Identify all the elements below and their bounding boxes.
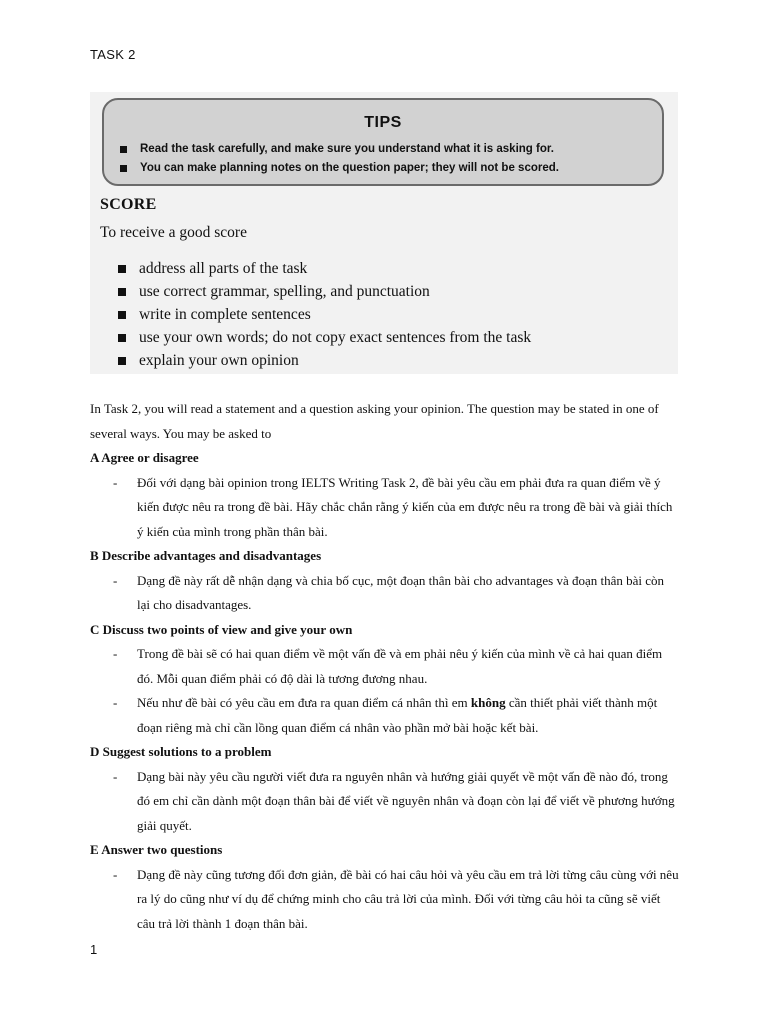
score-title: SCORE bbox=[100, 196, 157, 213]
score-item-text: write in complete sentences bbox=[139, 306, 311, 323]
score-item bbox=[118, 303, 531, 326]
page-header: TASK 2 bbox=[90, 47, 136, 62]
dash-icon: - bbox=[113, 768, 118, 784]
tips-item-text: Read the task carefully, and make sure you understand what it is asking for. bbox=[140, 143, 554, 155]
score-item bbox=[118, 349, 531, 372]
section-bullet bbox=[90, 642, 680, 691]
tips-item-text: You can make planning notes on the question paper; they will not be scored. bbox=[140, 162, 559, 174]
bullet-emphasis: không bbox=[470, 695, 506, 710]
square-bullet-icon bbox=[118, 311, 126, 319]
bullet-text-after: cần thiết phải viết thành một đoạn riêng mà chỉ cần lồng quan điểm cá nhân vào phần mở bài hoặc kết bài. bbox=[137, 695, 658, 735]
tips-box bbox=[102, 98, 664, 186]
section-bullet bbox=[90, 691, 680, 740]
section-bullet bbox=[90, 765, 680, 839]
dash-icon: - bbox=[113, 695, 118, 710]
score-item-text: use your own words; do not copy exact sentences from the task bbox=[139, 329, 532, 346]
section-heading-e: E Answer two questions bbox=[90, 842, 223, 857]
tips-score-image bbox=[90, 92, 678, 374]
score-item bbox=[118, 280, 531, 303]
bullet-text: Dạng đề này rất dễ nhận dạng và chia bố cục, một đoạn thân bài cho advantages và đoạn thân bài còn lại cho disadvantages. bbox=[137, 572, 665, 612]
score-block bbox=[100, 196, 531, 372]
score-list bbox=[100, 257, 531, 372]
bullet-text: Dạng đề này cũng tương đối đơn giản, đề bài có hai câu hỏi và yêu cầu em trả lời từng câu cùng với nêu ra lý do cũng như ví dụ để chứng minh cho câu trả lời của mình. Đối với từng câu hỏi ta cũng sẽ viết câu trả lời thành 1 đoạn thân bài. bbox=[137, 866, 679, 931]
section-bullet bbox=[90, 471, 680, 545]
section-heading-a: A Agree or disagree bbox=[90, 450, 199, 465]
bullet-text: Đối với dạng bài opinion trong IELTS Writing Task 2, đề bài yêu cầu em phải đưa ra quan điểm về ý kiến được nêu ra trong đề bài. Hãy chắc chắn rằng ý kiến của em được nêu ra trong đề bài và giải thích ý kiến của mình trong phần thân bài. bbox=[137, 474, 673, 539]
dash-icon: - bbox=[113, 866, 118, 882]
score-item-text: address all parts of the task bbox=[139, 260, 308, 277]
page-number: 1 bbox=[90, 942, 98, 957]
dash-icon: - bbox=[113, 572, 118, 588]
square-bullet-icon bbox=[120, 165, 127, 172]
intro-paragraph: In Task 2, you will read a statement and a question asking your opinion. The question may be stated in one of several ways. You may be asked to bbox=[90, 401, 659, 441]
tips-list bbox=[104, 140, 662, 178]
bullet-text: Dạng bài này yêu cầu người viết đưa ra nguyên nhân và hướng giải quyết về một vấn đề nào đó, trong đó em chỉ cần dành một đoạn thân bài để viết về nguyên nhân và đoạn còn lại để viết về phương hướng giải quyết. bbox=[137, 768, 675, 833]
tips-item bbox=[120, 159, 662, 178]
bullet-text: Trong đề bài sẽ có hai quan điểm về một vấn đề và em phải nêu ý kiến của mình về cả hai quan điểm đó. Mỗi quan điểm phải có độ dài là tương đương nhau. bbox=[137, 646, 663, 686]
document-body bbox=[90, 397, 680, 936]
section-heading-c: C Discuss two points of view and give your own bbox=[90, 621, 353, 637]
score-item-text: explain your own opinion bbox=[139, 352, 299, 369]
bullet-text-before: Nếu như đề bài có yêu cầu em đưa ra quan điểm cá nhân thì em bbox=[137, 695, 471, 710]
square-bullet-icon bbox=[118, 288, 126, 296]
section-bullet bbox=[90, 863, 680, 937]
square-bullet-icon bbox=[118, 265, 126, 273]
score-subtitle: To receive a good score bbox=[100, 224, 247, 241]
square-bullet-icon bbox=[118, 357, 126, 365]
dash-icon: - bbox=[113, 646, 118, 661]
score-item bbox=[118, 257, 531, 280]
tips-title: TIPS bbox=[364, 114, 402, 131]
section-heading-b: B Describe advantages and disadvantages bbox=[90, 548, 322, 563]
dash-icon: - bbox=[113, 474, 118, 490]
tips-item bbox=[120, 140, 662, 159]
square-bullet-icon bbox=[118, 334, 126, 342]
square-bullet-icon bbox=[120, 146, 127, 153]
score-item-text: use correct grammar, spelling, and punctuation bbox=[139, 283, 430, 300]
score-item bbox=[118, 326, 531, 349]
section-bullet bbox=[90, 569, 680, 618]
section-heading-d: D Suggest solutions to a problem bbox=[90, 744, 272, 759]
